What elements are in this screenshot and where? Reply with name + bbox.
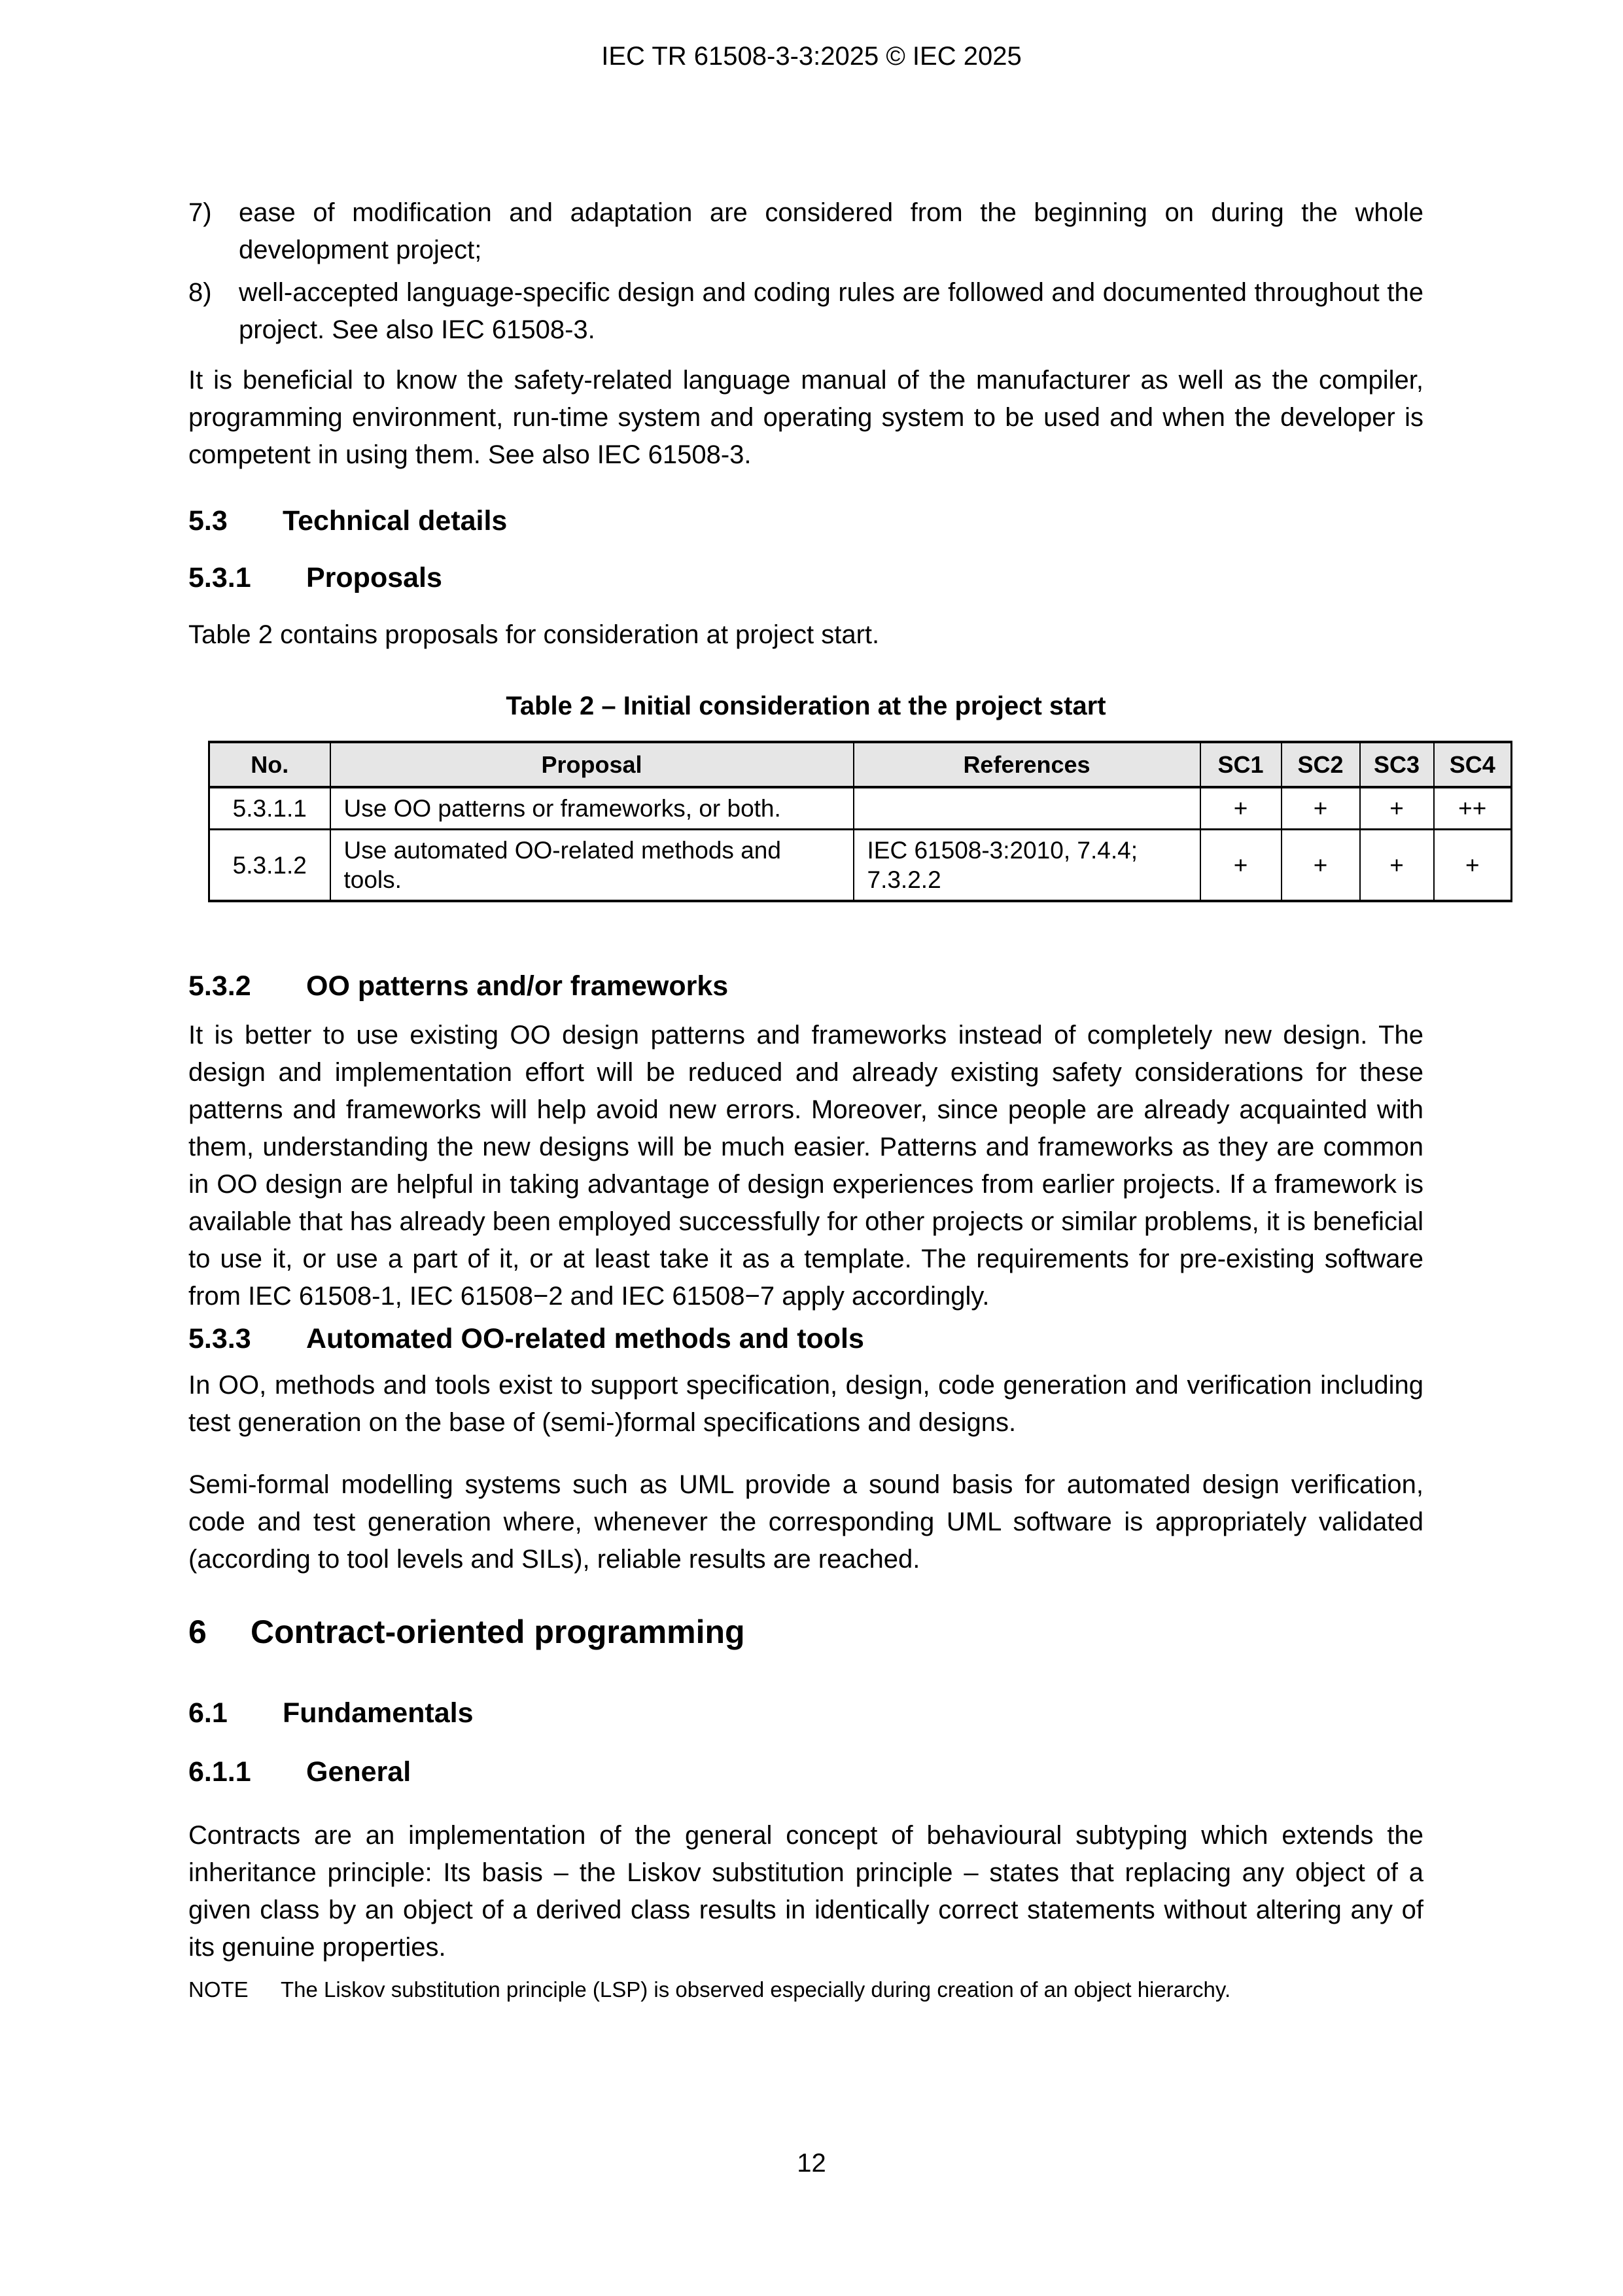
cell-no: 5.3.1.1 xyxy=(232,795,307,822)
heading-6-1-1 xyxy=(188,1754,1423,1791)
heading-number: 6 xyxy=(188,1614,207,1650)
heading-number: 6.1.1 xyxy=(188,1756,251,1788)
table-row xyxy=(209,787,1512,830)
paragraph-5-3-2: It is better to use existing OO design patterns and frameworks instead of completely new design. The design and implementation effort will be reduced and already existing safety considerations for these patterns and frameworks will help avoid new errors. Moreover, since people are already acquainted with them, understanding the new designs will be much easier. Patterns and frameworks as they are common in OO design are helpful in taking advantage of design experiences from earlier projects. If a framework is available that has already been employed successfully for other projects or similar problems, it is beneficial to use it, or use a part of it, or at least take it as a template. The requirements for pre-existing software from IEC 61508-1, IEC 61508−2 and IEC 61508−7 apply accordingly. xyxy=(188,1021,1423,1311)
heading-number: 5.3.1 xyxy=(188,562,251,593)
list-item-number: 7) xyxy=(188,198,212,227)
list-item-text: ease of modification and adaptation are considered from the beginning on during the whole development project; xyxy=(239,198,1423,264)
column-header-no: No. xyxy=(209,742,330,787)
heading-number: 5.3 xyxy=(188,505,228,537)
cell-proposal: Use OO patterns or frameworks, or both. xyxy=(330,787,854,830)
page-content xyxy=(188,194,1495,2004)
list-item-7 xyxy=(188,194,1423,269)
note-text: The Liskov substitution principle (LSP) is observed especially during creation of an object hierarchy. xyxy=(281,1977,1231,2002)
cell-no: 5.3.1.2 xyxy=(209,830,330,902)
heading-5-3-2 xyxy=(188,968,1423,1005)
running-header: IEC TR 61508-3-3:2025 © IEC 2025 xyxy=(601,42,1022,71)
cell-sc3: + xyxy=(1360,787,1434,830)
column-header-sc2: SC2 xyxy=(1282,742,1360,787)
heading-number: 5.3.3 xyxy=(188,1323,251,1354)
heading-5-3 xyxy=(188,503,1423,540)
heading-6 xyxy=(188,1611,1423,1653)
heading-title: General xyxy=(306,1756,411,1788)
heading-5-3-3 xyxy=(188,1320,1423,1358)
heading-number: 5.3.2 xyxy=(188,970,251,1002)
heading-title: Automated OO-related methods and tools xyxy=(306,1323,864,1354)
cell-sc4: + xyxy=(1434,830,1512,902)
column-header-references: References xyxy=(854,742,1200,787)
table-row xyxy=(209,830,1512,902)
heading-title: OO patterns and/or frameworks xyxy=(306,970,729,1002)
cell-sc2: + xyxy=(1282,830,1360,902)
cell-sc1: + xyxy=(1200,787,1282,830)
cell-references xyxy=(854,787,1200,830)
cell-sc2: + xyxy=(1282,787,1360,830)
note-label: NOTE xyxy=(188,1977,249,2002)
paragraph-intro: It is beneficial to know the safety-related language manual of the manufacturer as well as the compiler, programming environment, run-time system and operating system to be used and when the developer is competent in using them. See also IEC 61508-3. xyxy=(188,366,1423,469)
list-item-text: well-accepted language-specific design and coding rules are followed and documented throughout the project. See also IEC 61508-3. xyxy=(239,278,1423,344)
heading-5-3-1 xyxy=(188,559,1423,597)
paragraph-5-3-3-b: Semi-formal modelling systems such as UML provide a sound basis for automated design verification, code and test generation where, whenever the corresponding UML software is appropriately validated (according to tool levels and SILs), reliable results are reached. xyxy=(188,1470,1423,1574)
cell-proposal: Use automated OO-related methods and tools. xyxy=(330,830,854,902)
heading-number: 6.1 xyxy=(188,1697,228,1729)
list-item-8 xyxy=(188,274,1423,349)
table-caption: Table 2 – Initial consideration at the project start xyxy=(506,692,1106,720)
cell-references: IEC 61508-3:2010, 7.4.4; 7.3.2.2 xyxy=(854,830,1200,902)
column-header-sc3: SC3 xyxy=(1360,742,1434,787)
list-item-number: 8) xyxy=(188,278,212,307)
proposals-table xyxy=(208,741,1512,902)
column-header-sc4: SC4 xyxy=(1434,742,1512,787)
paragraph-5-3-3-a: In OO, methods and tools exist to support specification, design, code generation and verification including test generation on the base of (semi-)formal specifications and designs. xyxy=(188,1371,1423,1437)
cell-sc4: ++ xyxy=(1434,787,1512,830)
paragraph-5-3-1: Table 2 contains proposals for consideration at project start. xyxy=(188,620,880,649)
heading-title: Fundamentals xyxy=(283,1697,474,1729)
column-header-proposal: Proposal xyxy=(330,742,854,787)
cell-sc3: + xyxy=(1360,830,1434,902)
note xyxy=(188,1975,1423,2004)
table-header-row xyxy=(209,742,1512,787)
cell-sc1: + xyxy=(1200,830,1282,902)
heading-title: Proposals xyxy=(306,562,442,593)
paragraph-6-1-1: Contracts are an implementation of the general concept of behavioural subtyping which extends the inheritance principle: Its basis – the Liskov substitution principle – states that replacing any object of a given class by an object of a derived class results in identically correct statements without altering any of its genuine properties. xyxy=(188,1821,1423,1962)
page-number: 12 xyxy=(797,2149,826,2178)
column-header-sc1: SC1 xyxy=(1200,742,1282,787)
heading-6-1 xyxy=(188,1695,1423,1732)
heading-title: Technical details xyxy=(283,505,508,537)
heading-title: Contract-oriented programming xyxy=(251,1614,745,1650)
